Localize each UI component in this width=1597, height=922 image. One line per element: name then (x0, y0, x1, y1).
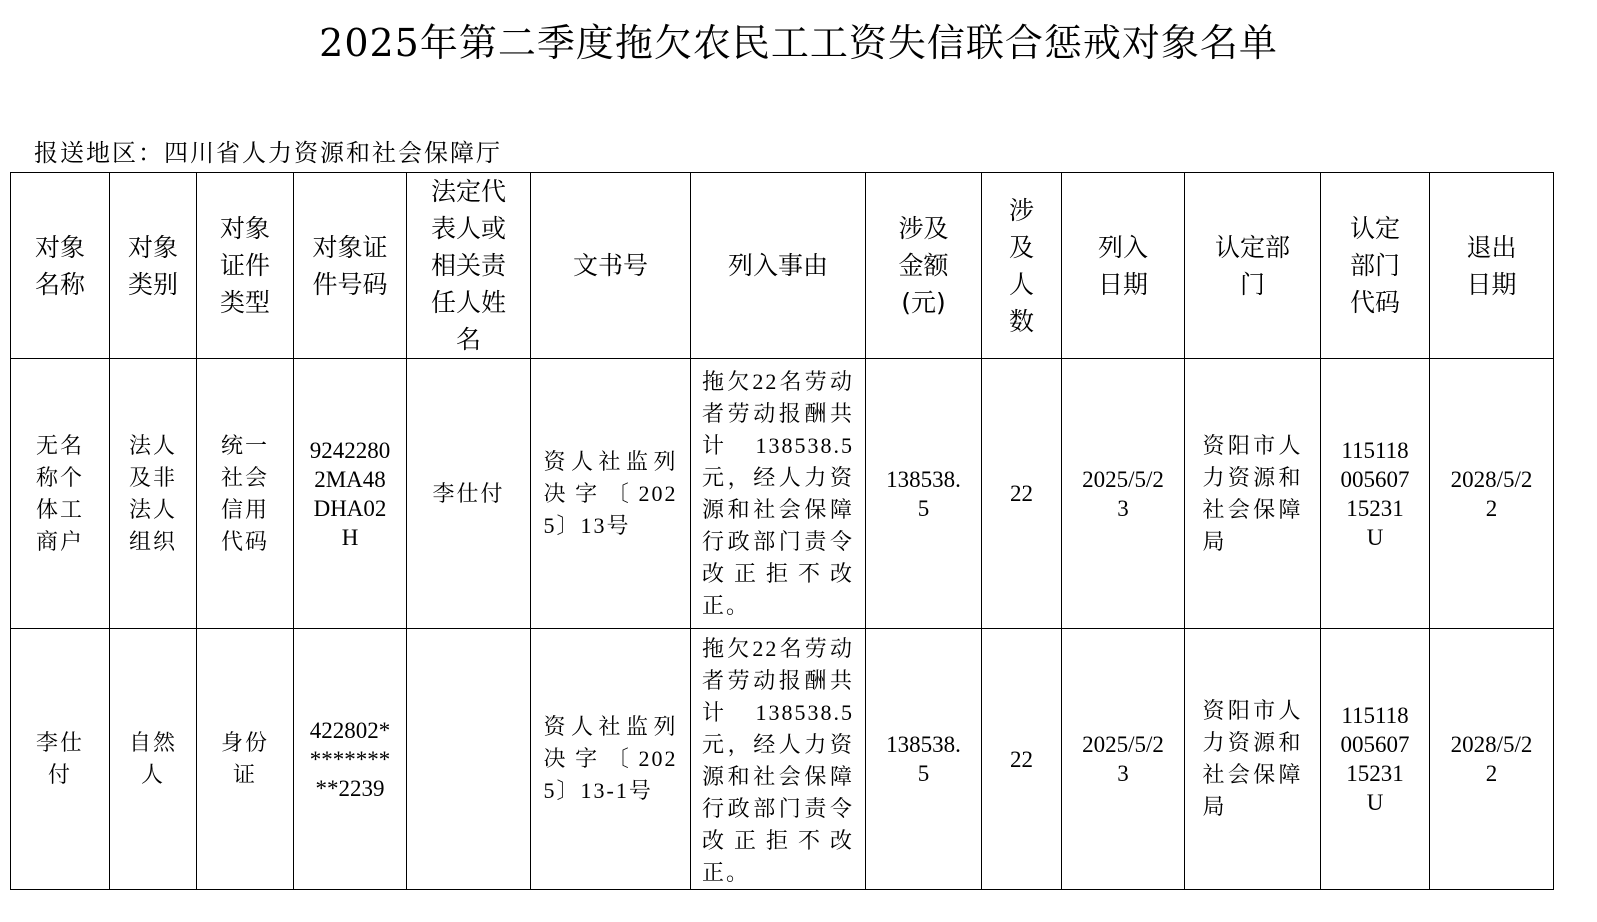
cell-object-category: 法人及非法人组织 (110, 359, 197, 629)
cell-listed-date: 2025/5/23 (1062, 359, 1185, 629)
header-document-number: 文书号 (531, 173, 691, 359)
table-header-row (11, 173, 1554, 359)
header-exit-date: 退出日期 (1430, 173, 1554, 359)
cell-authority: 资阳市人力资源和社会保障局 (1185, 359, 1321, 629)
cell-amount: 138538.5 (866, 359, 982, 629)
cell-legal-representative: 李仕付 (407, 359, 531, 629)
cell-authority-code: 11511800560715231U (1321, 629, 1430, 890)
cell-id-number: 422802**********2239 (294, 629, 407, 890)
cell-listing-reason: 拖欠22名劳动者劳动报酬共计138538.5元，经人力资源和社会保障行政部门责令改正拒不改正。 (691, 359, 866, 629)
cell-authority: 资阳市人力资源和社会保障局 (1185, 629, 1321, 890)
header-authority: 认定部门 (1185, 173, 1321, 359)
cell-people-count: 22 (982, 629, 1062, 890)
cell-object-name: 李仕付 (11, 629, 110, 890)
table-row (11, 629, 1554, 890)
cell-object-name: 无名称个体工商户 (11, 359, 110, 629)
reporting-region: 报送地区：四川省人力资源和社会保障厅 (34, 139, 502, 167)
document-title: 2025年第二季度拖欠农民工工资失信联合惩戒对象名单 (319, 21, 1278, 65)
cell-legal-representative (407, 629, 531, 890)
header-amount: 涉及金额(元) (866, 173, 982, 359)
cell-exit-date: 2028/5/22 (1430, 629, 1554, 890)
table-row (11, 359, 1554, 629)
header-listed-date: 列入日期 (1062, 173, 1185, 359)
header-people-count: 涉及人数 (982, 173, 1062, 359)
header-authority-code: 认定部门代码 (1321, 173, 1430, 359)
cell-listed-date: 2025/5/23 (1062, 629, 1185, 890)
cell-exit-date: 2028/5/22 (1430, 359, 1554, 629)
cell-id-type: 身份证 (197, 629, 294, 890)
header-id-number: 对象证件号码 (294, 173, 407, 359)
cell-authority-code: 11511800560715231U (1321, 359, 1430, 629)
cell-id-type: 统一社会信用代码 (197, 359, 294, 629)
cell-people-count: 22 (982, 359, 1062, 629)
cell-document-number: 资人社监列决字〔2025〕13-1号 (531, 629, 691, 890)
header-object-name: 对象名称 (11, 173, 110, 359)
cell-document-number: 资人社监列决字〔2025〕13号 (531, 359, 691, 629)
cell-amount: 138538.5 (866, 629, 982, 890)
header-object-category: 对象类别 (110, 173, 197, 359)
header-legal-representative: 法定代表人或相关责任人姓名 (407, 173, 531, 359)
cell-object-category: 自然人 (110, 629, 197, 890)
header-listing-reason: 列入事由 (691, 173, 866, 359)
cell-listing-reason: 拖欠22名劳动者劳动报酬共计138538.5元，经人力资源和社会保障行政部门责令改正拒不改正。 (691, 629, 866, 890)
cell-id-number: 92422802MA48DHA02H (294, 359, 407, 629)
blacklist-table (10, 172, 1554, 890)
header-id-type: 对象证件类型 (197, 173, 294, 359)
